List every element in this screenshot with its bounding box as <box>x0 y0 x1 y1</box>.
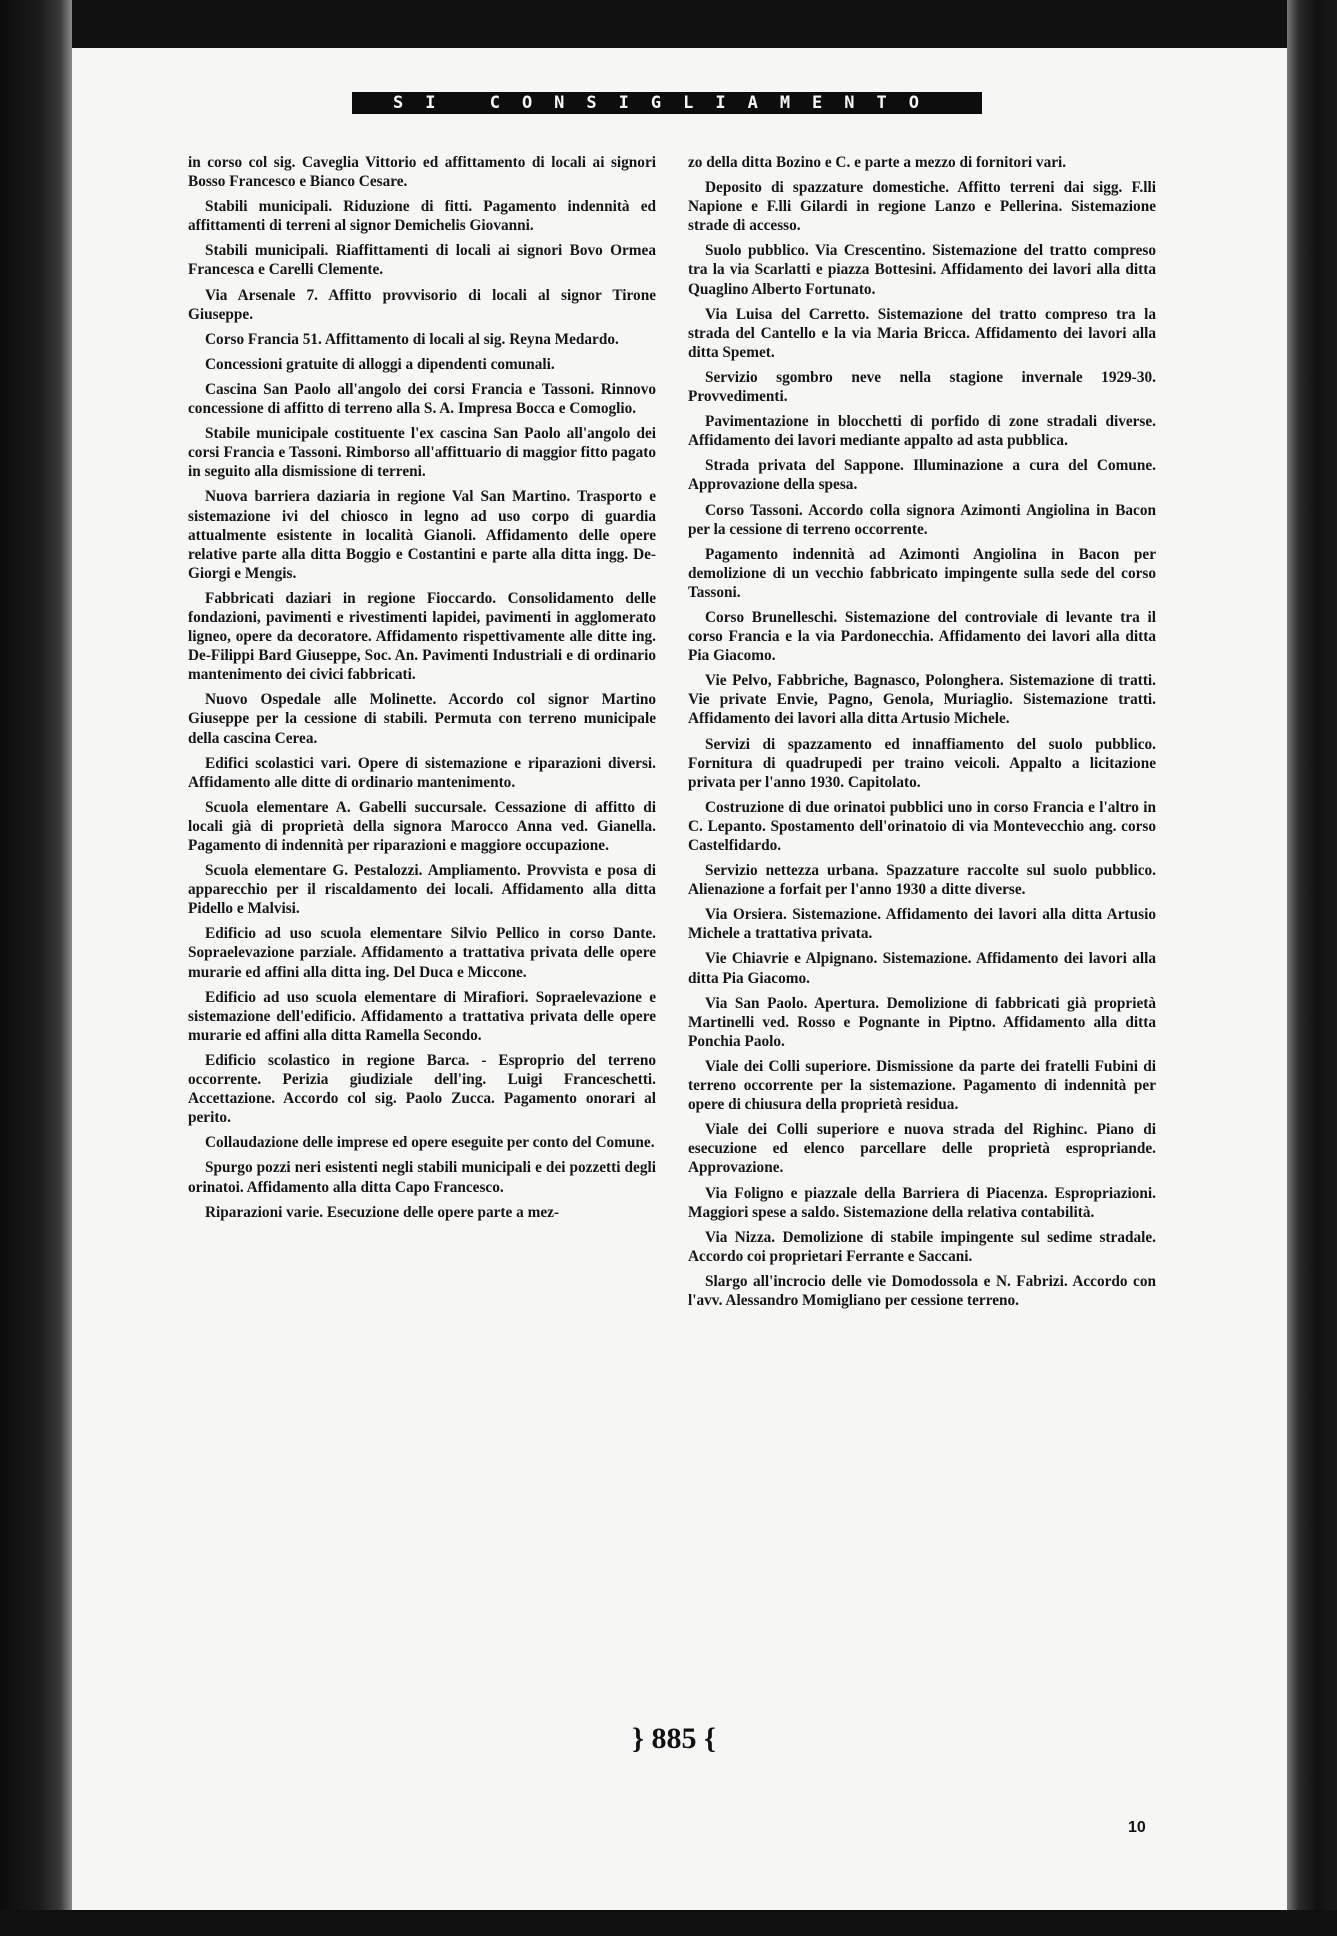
header-band-text: SI CONSIGLIAMENTO <box>393 93 941 113</box>
paragraph: in corso col sig. Caveglia Vittorio ed affittamento di locali ai signori Bosso Francesco e Bianco Cesare. <box>188 154 656 191</box>
paragraph: Viale dei Colli superiore. Dismissione da parte dei fratelli Fubini di terreno occorrente per la sistemazione. Pagamento di indennità per opere di chiusura della proprietà residua. <box>688 1057 1156 1114</box>
paragraph: Deposito di spazzature domestiche. Affitto terreni dai sigg. F.lli Napione e F.lli Gilardi in regione Lanzo e Pellerina. Sistemazione strade di accesso. <box>688 179 1156 235</box>
paragraph: Edificio ad uso scuola elementare di Mirafiori. Sopraelevazione e sistemazione dell'edificio. Affidamento a trattativa privata delle opere murarie ed affini alla ditta Ramella Secondo. <box>188 988 656 1044</box>
paragraph: Edifici scolastici vari. Opere di sistemazione e riparazioni diversi. Affidamento alle ditte di ordinario mantenimento. <box>188 754 656 791</box>
page-number: 10 <box>1128 1819 1146 1836</box>
paragraph: Collaudazione delle imprese ed opere eseguite per conto del Comune. <box>205 1134 655 1152</box>
scan-border-right <box>1287 0 1337 1936</box>
paragraph: Servizio nettezza urbana. Spazzature raccolte sul suolo pubblico. Alienazione a forfait per l'anno 1930 a ditte diverse. <box>688 862 1156 899</box>
paragraph: Pagamento indennità ad Azimonti Angiolina in Bacon per demolizione di un vecchio fabbricato impingente sulla sede del corso Tassoni. <box>688 545 1156 601</box>
paragraph: Strada privata del Sappone. Illuminazione a cura del Comune. Approvazione della spesa. <box>688 457 1156 494</box>
paragraph: Stabili municipali. Riaffittamenti di locali ai signori Bovo Ormea Francesca e Carelli Clemente. <box>188 242 656 279</box>
paragraph: Cascina San Paolo all'angolo dei corsi Francia e Tassoni. Rinnovo concessione di affitto di terreno alla S. A. Impresa Bocca e Comoglio. <box>188 380 656 418</box>
paragraph: Stabile municipale costituente l'ex cascina San Paolo all'angolo dei corsi Francia e Tassoni. Rimborso all'affittuario di maggior fitto pagato in seguito alla dismissione di terreni. <box>188 425 656 481</box>
header-band <box>352 92 982 114</box>
paragraph: Vie Pelvo, Fabbriche, Bagnasco, Polonghera. Sistemazione di tratti. Vie private Envie, Pagno, Genola, Muriaglio. Sistemazione tratti. Affidamento dei lavori alla ditta Artusio Michele. <box>688 672 1156 728</box>
paragraph: Via Luisa del Carretto. Sistemazione del tratto compreso tra la strada del Cantello e la via Maria Bricca. Affidamento dei lavori alla ditta Spemet. <box>688 305 1156 361</box>
left-column <box>188 153 656 1228</box>
right-column <box>688 153 1156 1316</box>
scan-border-bottom <box>0 1910 1337 1936</box>
paragraph: Slargo all'incrocio delle vie Domodossola e N. Fabrizi. Accordo con l'avv. Alessandro Momigliano per cessione terreno. <box>688 1272 1156 1309</box>
paragraph: Edificio scolastico in regione Barca. - Esproprio del terreno occorrente. Perizia giudiziale dell'ing. Luigi Franceschetti. Accettazione. Accordo col sig. Paolo Zucca. Pagamento onorari al perito. <box>188 1051 656 1127</box>
paragraph: Corso Tassoni. Accordo colla signora Azimonti Angiolina in Bacon per la cessione di terreno occorrente. <box>688 501 1156 538</box>
paragraph: Corso Brunelleschi. Sistemazione del controviale di levante tra il corso Francia e la via Pardonecchia. Affidamento dei lavori alla ditta Pia Giacomo. <box>688 608 1156 665</box>
paragraph: Via Arsenale 7. Affitto provvisorio di locali al signor Tirone Giuseppe. <box>188 286 656 323</box>
paragraph: Via Foligno e piazzale della Barriera di Piacenza. Espropriazioni. Maggiori spese a saldo. Sistemazione della relativa contabilità. <box>688 1184 1156 1221</box>
scan-border-top <box>0 0 1337 48</box>
paragraph: Nuovo Ospedale alle Molinette. Accordo col signor Martino Giuseppe per la cessione di stabili. Permuta con terreno municipale della cascina Cerea. <box>188 691 656 747</box>
paragraph: Spurgo pozzi neri esistenti negli stabili municipali e dei pozzetti degli orinatoi. Affidamento alla ditta Capo Francesco. <box>188 1159 656 1196</box>
paragraph: Viale dei Colli superiore e nuova strada del Righinc. Piano di esecuzione ed elenco parcellare delle proprietà espropriande. Approvazione. <box>688 1121 1156 1177</box>
paragraph: Edificio ad uso scuola elementare Silvio Pellico in corso Dante. Sopraelevazione parziale. Affidamento a trattativa privata delle opere murarie ed affini alla ditta ing. Del Duca e Miccone. <box>188 925 656 981</box>
paragraph: Servizio sgombro neve nella stagione invernale 1929-30. Provvedimenti. <box>688 368 1156 406</box>
paragraph: Corso Francia 51. Affittamento di locali al sig. Reyna Medardo. <box>205 330 619 348</box>
paragraph: Via Orsiera. Sistemazione. Affidamento dei lavori alla ditta Artusio Michele a trattativa privata. <box>688 906 1156 943</box>
paragraph: Suolo pubblico. Via Crescentino. Sistemazione del tratto compreso tra la via Scarlatti e piazza Bottesini. Affidamento dei lavori alla ditta Quaglino Alberto Fortunato. <box>688 242 1156 298</box>
paragraph: Pavimentazione in blocchetti di porfido di zone stradali diverse. Affidamento dei lavori mediante appalto ad asta pubblica. <box>688 413 1156 450</box>
paragraph: Vie Chiavrie e Alpignano. Sistemazione. Affidamento dei lavori alla ditta Pia Giacomo. <box>688 950 1156 987</box>
paragraph: Servizi di spazzamento ed innaffiamento del suolo pubblico. Fornitura di quadrupedi per traino veicoli. Appalto a licitazione privata per l'anno 1930. Capitolato. <box>688 735 1156 791</box>
paragraph: Concessioni gratuite di alloggi a dipendenti comunali. <box>205 355 555 373</box>
paragraph: Scuola elementare A. Gabelli succursale. Cessazione di affitto di locali già di proprietà della signora Marocco Anna ved. Gianella. Pagamento di indennità per riparazioni e maggiore occupazione. <box>188 798 656 854</box>
paragraph: Stabili municipali. Riduzione di fitti. Pagamento indennità ed affittamenti di terreni al signor Demichelis Giovanni. <box>188 198 656 235</box>
folio-number: } 885 { <box>632 1722 716 1755</box>
paragraph: zo della ditta Bozino e C. e parte a mezzo di fornitori vari. <box>688 154 1067 171</box>
paragraph: Via Nizza. Demolizione di stabile impingente sul sedime stradale. Accordo coi proprietari Ferrante e Saccani. <box>688 1228 1156 1265</box>
paragraph: Fabbricati daziari in regione Fioccardo. Consolidamento delle fondazioni, pavimenti e rivestimenti lapidei, pavimenti in agglomerato ligneo, opere da decoratore. Affidamento rispettivamente alle ditte ing. De-Filippi Bard Giuseppe, Soc. An. Pavimenti Industriali e di ordinario mantenimento dei civici fabbricati. <box>188 589 656 684</box>
paragraph: Scuola elementare G. Pestalozzi. Ampliamento. Provvista e posa di apparecchio per il riscaldamento dei locali. Affidamento alla ditta Pidello e Malvisi. <box>188 862 656 918</box>
paragraph: Via San Paolo. Apertura. Demolizione di fabbricati già proprietà Martinelli ved. Rosso e Pognante in Piptno. Affidamento alla ditta Ponchia Paolo. <box>688 994 1156 1050</box>
paragraph: Nuova barriera daziaria in regione Val San Martino. Trasporto e sistemazione ivi del chiosco in legno ad uso corpo di guardia attualmente esistente in località Gianoli. Affidamento delle opere relative parte alla ditta Boggio e Costantini e parte alla ditta ingg. De-Giorgi e Mengis. <box>188 488 656 582</box>
paragraph: Costruzione di due orinatoi pubblici uno in corso Francia e l'altro in C. Lepanto. Spostamento dell'orinatoio di via Montevecchio ang. corso Castelfidardo. <box>688 798 1156 854</box>
paragraph: Riparazioni varie. Esecuzione delle opere parte a mez- <box>205 1203 560 1221</box>
scan-border-left <box>0 0 72 1936</box>
